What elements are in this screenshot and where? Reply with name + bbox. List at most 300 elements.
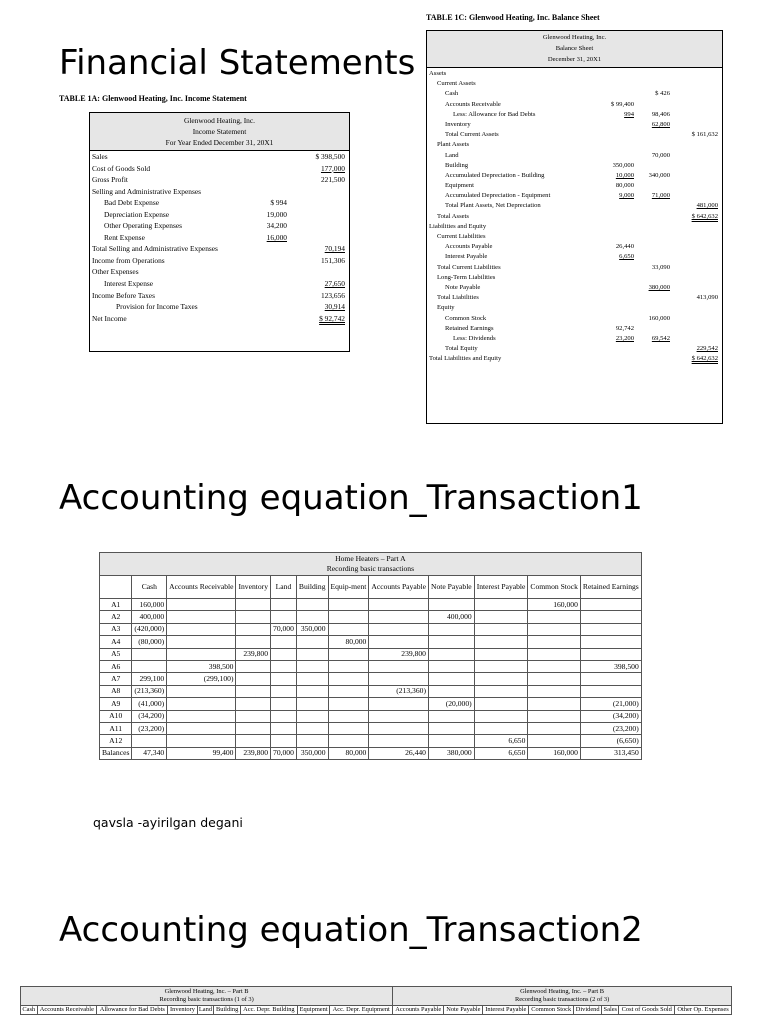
transaction1-cell	[296, 698, 328, 710]
income-statement-row	[90, 313, 349, 325]
transaction1-cell	[528, 648, 580, 660]
transaction1-row-id: Balances	[100, 747, 132, 759]
transaction1-cell: 239,800	[236, 648, 271, 660]
transaction1-row-id: A3	[100, 623, 132, 635]
transaction1-cell: (213,360)	[369, 685, 429, 697]
income-statement-row-value-b: 123,656	[320, 290, 345, 300]
balance-sheet-row	[427, 191, 722, 201]
transaction1-row	[100, 698, 642, 710]
transaction2-column-header: Inventory	[168, 1006, 197, 1015]
income-statement-row-label: Depreciation Expense	[104, 209, 170, 219]
income-statement-row-value-b: 30,914	[324, 302, 345, 312]
transaction2-column-header: Common Stock	[529, 1006, 574, 1015]
transaction1-cell	[474, 623, 528, 635]
transaction1-cell	[236, 673, 271, 685]
transaction1-cell	[580, 648, 641, 660]
transaction1-cell	[328, 710, 369, 722]
balance-sheet-row	[427, 252, 722, 262]
transaction1-cell	[474, 685, 528, 697]
balance-sheet-row-label: Accounts Payable	[445, 243, 493, 251]
balance-sheet-row-value-b: 69,542	[651, 334, 670, 342]
transaction1-row	[100, 623, 642, 635]
transaction1-cell	[474, 673, 528, 685]
balance-sheet-row	[427, 79, 722, 89]
balance-sheet-row-label: Total Assets	[437, 212, 469, 220]
balance-sheet-row-value-a: 26,440	[615, 243, 634, 251]
transaction1-row	[100, 685, 642, 697]
balance-sheet-date: December 31, 20X1	[547, 56, 602, 63]
transaction1-column-header: Inventory	[236, 576, 271, 599]
transaction1-cell	[328, 698, 369, 710]
transaction1-cell	[296, 636, 328, 648]
transaction1-cell	[132, 735, 167, 747]
balance-sheet-row-label: Building	[445, 161, 469, 169]
balance-sheet-row-value-b: 70,000	[651, 151, 670, 159]
transaction2-column-header: Dividend	[574, 1006, 602, 1015]
transaction1-row-id: A6	[100, 660, 132, 672]
transaction2-column-headers	[21, 1006, 732, 1015]
transaction2-left-title	[21, 987, 393, 1006]
transaction1-column-header: Cash	[132, 576, 167, 599]
income-statement-row-label: Gross Profit	[92, 175, 128, 185]
transaction1-cell: (299,100)	[167, 673, 236, 685]
balance-sheet-row-label: Less: Dividends	[453, 334, 496, 342]
income-statement-row	[90, 278, 349, 290]
income-statement-row	[90, 266, 349, 278]
balance-sheet-row	[427, 69, 722, 79]
transaction1-cell	[328, 611, 369, 623]
balance-sheet-row	[427, 171, 722, 181]
balance-sheet-row	[427, 151, 722, 161]
income-statement-row-label: Other Operating Expenses	[104, 221, 182, 231]
balance-sheet-row-value-a: 80,000	[615, 182, 634, 190]
income-statement-row-label: Total Selling and Administrative Expenses	[92, 244, 218, 254]
transaction1-cell: 26,440	[369, 747, 429, 759]
transaction1-cell	[328, 722, 369, 734]
transaction1-row-id: A4	[100, 636, 132, 648]
income-statement-row-label: Rent Expense	[104, 232, 145, 242]
transaction1-cell	[132, 648, 167, 660]
transaction1-cell	[474, 722, 528, 734]
transaction1-row	[100, 636, 642, 648]
transaction1-column-header: Land	[271, 576, 297, 599]
heading-transaction1: Accounting equation_Transaction1	[59, 478, 643, 518]
transaction1-cell	[369, 673, 429, 685]
transaction1-row	[100, 660, 642, 672]
transaction2-column-header: Note Payable	[444, 1006, 483, 1015]
balance-sheet-row-value-b: $ 426	[655, 90, 670, 98]
transaction1-cell	[528, 636, 580, 648]
income-statement-row	[90, 163, 349, 175]
balance-sheet-row-value-c: $ 642,632	[691, 355, 718, 363]
balance-sheet-row-value-b: 98,406	[651, 110, 670, 118]
transaction1-cell	[167, 735, 236, 747]
transaction1-row	[100, 710, 642, 722]
transaction1-cell: (41,000)	[132, 698, 167, 710]
transaction1-row-id: A11	[100, 722, 132, 734]
transaction1-cell	[428, 710, 474, 722]
balance-sheet-rows	[427, 68, 722, 364]
income-statement-row-label: Bad Debt Expense	[104, 198, 160, 208]
transaction1-cell: 299,100	[132, 673, 167, 685]
transaction1-cell: 239,800	[369, 648, 429, 660]
transaction2-column-header: Cost of Goods Sold	[619, 1006, 675, 1015]
transaction2-column-header: Acc. Depr. Equipment	[330, 1006, 393, 1015]
transaction1-cell: (6,650)	[580, 735, 641, 747]
balance-sheet-row-label: Total Equity	[445, 345, 478, 353]
transaction2-column-header: Sales	[603, 1006, 618, 1013]
balance-sheet-row-label: Current Liabilities	[437, 233, 486, 240]
transaction1-cell: 6,650	[474, 747, 528, 759]
transaction1-cell	[474, 698, 528, 710]
balance-sheet-row-value-b: 71,000	[651, 192, 670, 200]
balance-sheet-row-label: Equipment	[445, 182, 474, 190]
balance-sheet-row-value-a: 994	[624, 110, 634, 118]
transaction2-column-header: Accounts Payable	[393, 1006, 444, 1015]
transaction1-cell: 47,340	[132, 747, 167, 759]
transaction2-column-header: Land	[198, 1006, 213, 1013]
transaction1-row-id: A8	[100, 685, 132, 697]
transaction1-row-id: A7	[100, 673, 132, 685]
transaction1-cell	[271, 673, 297, 685]
transaction1-cell	[271, 660, 297, 672]
balance-sheet-row-label: Plant Assets	[437, 141, 470, 149]
transaction1-cell	[328, 735, 369, 747]
transaction2-column-header: Building	[214, 1006, 241, 1015]
transaction1-cell	[428, 623, 474, 635]
transaction1-cell: 350,000	[296, 747, 328, 759]
income-statement-row-value-b: $ 398,500	[315, 152, 345, 161]
transaction2-left-title-line1: Glenwood Heating, Inc. – Part B	[164, 988, 249, 995]
transaction1-cell: 70,000	[271, 747, 297, 759]
transaction1-row	[100, 648, 642, 660]
balance-sheet-row-label: Total Current Assets	[445, 131, 499, 139]
transaction1-cell	[428, 673, 474, 685]
income-statement-row-label: Selling and Administrative Expenses	[92, 186, 201, 196]
transaction1-cell	[580, 673, 641, 685]
transaction1-cell	[369, 660, 429, 672]
income-statement-row-value-b: 151,306	[320, 255, 345, 265]
income-statement-row-value-a: $ 994	[270, 198, 287, 208]
transaction1-cell	[236, 698, 271, 710]
balance-sheet-row-value-b: 33,090	[651, 263, 670, 271]
transaction1-cell	[528, 685, 580, 697]
transaction1-cell	[271, 722, 297, 734]
income-statement-row-value-b: 70,194	[324, 244, 345, 254]
balance-sheet-row-label: Equity	[437, 304, 455, 312]
transaction1-cell	[580, 623, 641, 635]
transaction2-column-header: Equipment	[297, 1006, 329, 1015]
balance-sheet-row-value-c: 229,542	[696, 345, 718, 353]
income-statement-row-label: Other Expenses	[92, 267, 139, 277]
income-statement-row-label: Income Before Taxes	[92, 290, 155, 300]
balance-sheet-row	[427, 181, 722, 191]
balance-sheet-row-label: Total Current Liabilities	[437, 263, 501, 271]
transaction1-cell	[369, 735, 429, 747]
balance-sheet-row-value-a: $ 99,400	[610, 100, 634, 108]
transaction1-cell	[528, 660, 580, 672]
balance-sheet-row-label: Accumulated Depreciation - Building	[445, 171, 545, 179]
transaction1-cell	[580, 599, 641, 611]
transaction1-cell: 398,500	[167, 660, 236, 672]
transaction1-column-header: Note Payable	[428, 576, 474, 599]
balance-sheet-row-label: Accounts Receivable	[445, 100, 501, 108]
transaction1-column-header: Accounts Payable	[369, 576, 429, 599]
transaction1-cell	[271, 648, 297, 660]
transaction1-cell: 239,800	[236, 747, 271, 759]
income-statement-row	[90, 255, 349, 267]
income-statement-title: Income Statement	[192, 127, 247, 136]
transaction1-cell: 350,000	[296, 623, 328, 635]
transaction1-cell	[328, 623, 369, 635]
income-statement-row-value-b: 221,500	[320, 175, 345, 185]
transaction1-column-header: Equip-ment	[328, 576, 369, 599]
transaction1-cell: 70,000	[271, 623, 297, 635]
transaction1-cell	[528, 698, 580, 710]
transaction1-cell	[428, 722, 474, 734]
transaction1-table	[99, 552, 642, 760]
transaction1-cell: 6,650	[474, 735, 528, 747]
balance-sheet-row	[427, 314, 722, 324]
transaction2-right-title	[393, 987, 732, 1006]
balance-sheet-row	[427, 232, 722, 242]
balance-sheet-row	[427, 273, 722, 283]
balance-sheet-row-label: Inventory	[445, 120, 471, 128]
transaction1-cell	[474, 636, 528, 648]
balance-sheet-row-value-a: 23,200	[615, 334, 634, 342]
income-statement-row-label: Provision for Income Taxes	[116, 302, 198, 312]
transaction1-cell: 99,400	[167, 747, 236, 759]
transaction1-cell	[428, 685, 474, 697]
transaction2-column-header: Cash	[22, 1006, 36, 1013]
income-statement-row-label: Cost of Goods Sold	[92, 163, 151, 173]
transaction1-cell	[271, 685, 297, 697]
transaction1-title-line2: Recording basic transactions	[326, 564, 415, 573]
transaction1-row-id: A12	[100, 735, 132, 747]
transaction1-cell: 398,500	[580, 660, 641, 672]
transaction1-cell	[328, 685, 369, 697]
transaction2-column-header: Other Op. Expenses	[675, 1006, 732, 1015]
balance-sheet-row	[427, 334, 722, 344]
transaction1-cell	[271, 698, 297, 710]
transaction1-cell	[528, 623, 580, 635]
income-statement-row	[90, 232, 349, 244]
balance-sheet-title: Balance Sheet	[555, 45, 594, 52]
transaction1-cell	[296, 611, 328, 623]
balance-sheet-row-value-a: 350,000	[612, 161, 634, 169]
transaction1-cell	[167, 636, 236, 648]
balance-sheet-company: Glenwood Heating, Inc.	[542, 34, 607, 41]
note-text: qavsla -ayirilgan degani	[93, 815, 243, 830]
transaction1-cell	[580, 611, 641, 623]
transaction1-cell: (34,200)	[132, 710, 167, 722]
income-statement-row-value-a: 34,200	[266, 221, 287, 231]
transaction1-cell	[236, 685, 271, 697]
transaction1-cell	[528, 722, 580, 734]
transaction1-cell	[528, 710, 580, 722]
transaction1-cell	[236, 611, 271, 623]
income-statement-row-label: Net Income	[92, 313, 127, 323]
transaction1-cell: 80,000	[328, 636, 369, 648]
transaction1-cell: 313,450	[580, 747, 641, 759]
transaction1-cell	[369, 698, 429, 710]
transaction1-row	[100, 611, 642, 623]
income-statement-rows	[90, 151, 349, 324]
transaction1-row	[100, 747, 642, 759]
transaction1-row-id: A1	[100, 599, 132, 611]
income-statement-row-value-a: 16,000	[266, 232, 287, 242]
transaction2-right-title-line1: Glenwood Heating, Inc. – Part B	[520, 988, 605, 995]
transaction1-cell	[474, 648, 528, 660]
income-statement-header	[90, 113, 349, 151]
transaction1-cell	[428, 660, 474, 672]
balance-sheet-row	[427, 354, 722, 364]
transaction1-cell: (20,000)	[428, 698, 474, 710]
balance-sheet	[426, 30, 723, 424]
income-statement-row-value-b: $ 92,742	[319, 313, 345, 323]
income-statement-row	[90, 301, 349, 313]
transaction2-column-header: Accounts Receivable	[37, 1006, 97, 1015]
transaction2-column-header: Interest Payable	[483, 1006, 529, 1015]
heading-financial-statements: Financial Statements	[59, 43, 416, 83]
balance-sheet-row	[427, 100, 722, 110]
transaction1-cell	[236, 722, 271, 734]
income-statement-row	[90, 220, 349, 232]
income-statement	[89, 112, 350, 352]
transaction1-cell	[167, 623, 236, 635]
balance-sheet-row-label: Common Stock	[445, 314, 487, 322]
transaction1-table-container	[96, 551, 639, 788]
income-statement-row-label: Interest Expense	[104, 279, 154, 289]
transaction1-cell	[296, 673, 328, 685]
transaction1-cell	[296, 722, 328, 734]
balance-sheet-row-label: Cash	[445, 90, 459, 98]
balance-sheet-row-value-c: $ 161,632	[691, 131, 718, 139]
transaction1-cell	[428, 636, 474, 648]
balance-sheet-row-label: Less: Allowance for Bad Debts	[453, 110, 536, 118]
transaction1-cell	[369, 710, 429, 722]
income-statement-row	[90, 290, 349, 302]
balance-sheet-row-label: Assets	[429, 70, 447, 77]
transaction1-cell	[328, 673, 369, 685]
transaction1-cell: (80,000)	[132, 636, 167, 648]
transaction1-cell	[296, 648, 328, 660]
transaction1-title	[100, 553, 642, 576]
transaction1-cell	[474, 611, 528, 623]
transaction1-cell: 160,000	[132, 599, 167, 611]
transaction1-cell	[271, 636, 297, 648]
transaction2-table	[20, 986, 732, 1015]
transaction1-cell	[528, 673, 580, 685]
transaction1-cell	[580, 636, 641, 648]
transaction1-row	[100, 722, 642, 734]
balance-sheet-row-label: Retained Earnings	[445, 324, 494, 332]
balance-sheet-row-value-a: 9,000	[619, 192, 634, 200]
transaction1-cell	[369, 611, 429, 623]
income-statement-company: Glenwood Heating, Inc.	[183, 116, 255, 125]
balance-sheet-row	[427, 130, 722, 140]
transaction1-cell	[271, 599, 297, 611]
balance-sheet-row-value-a: 6,650	[619, 253, 634, 261]
income-statement-row	[90, 243, 349, 255]
transaction1-cell: 80,000	[328, 747, 369, 759]
balance-sheet-row-label: Accumulated Depreciation - Equipment	[445, 192, 551, 200]
balance-sheet-row	[427, 324, 722, 334]
transaction1-cell	[236, 735, 271, 747]
balance-sheet-row-value-a: 10,000	[615, 171, 634, 179]
transaction1-cell	[296, 660, 328, 672]
transaction1-column-header: Building	[296, 576, 328, 599]
transaction1-row-id: A10	[100, 710, 132, 722]
income-statement-caption: TABLE 1A: Glenwood Heating, Inc. Income Statement	[59, 94, 247, 103]
transaction1-cell: 160,000	[528, 747, 580, 759]
transaction1-cell	[369, 722, 429, 734]
balance-sheet-row	[427, 120, 722, 130]
transaction2-right-title-line2: Recording basic transactions (2 of 3)	[514, 996, 610, 1003]
transaction1-cell	[528, 735, 580, 747]
transaction1-cell	[296, 599, 328, 611]
transaction1-column-headers	[100, 576, 642, 599]
income-statement-row	[90, 209, 349, 221]
transaction1-row-id: A5	[100, 648, 132, 660]
transaction1-cell	[167, 611, 236, 623]
transaction1-row-id: A9	[100, 698, 132, 710]
balance-sheet-row	[427, 89, 722, 99]
balance-sheet-row-value-a: 92,742	[615, 324, 634, 332]
transaction2-column-header: Allowance for Bad Debts	[97, 1006, 168, 1015]
balance-sheet-row-value-c: $ 642,632	[691, 212, 718, 220]
income-statement-row	[90, 186, 349, 198]
transaction1-cell: (21,000)	[580, 698, 641, 710]
transaction1-cell	[132, 660, 167, 672]
transaction1-cell	[474, 599, 528, 611]
balance-sheet-row	[427, 140, 722, 150]
income-statement-row	[90, 174, 349, 186]
transaction1-cell: (34,200)	[580, 710, 641, 722]
transaction1-cell	[236, 623, 271, 635]
transaction1-cell	[236, 636, 271, 648]
balance-sheet-row-label: Land	[445, 151, 459, 159]
balance-sheet-row	[427, 303, 722, 313]
balance-sheet-row-label: Liabilities and Equity	[429, 222, 487, 230]
heading-transaction2: Accounting equation_Transaction2	[59, 910, 643, 950]
transaction1-cell	[167, 685, 236, 697]
transaction1-row-id: A2	[100, 611, 132, 623]
transaction1-cell	[236, 710, 271, 722]
transaction1-cell	[428, 735, 474, 747]
transaction1-cell	[474, 660, 528, 672]
transaction1-cell: (213,360)	[132, 685, 167, 697]
balance-sheet-row-label: Total Liabilities and Equity	[429, 355, 502, 363]
transaction1-column-header: Retained Earnings	[580, 576, 641, 599]
balance-sheet-row-value-c: 481,000	[696, 202, 718, 210]
transaction1-cell: 400,000	[428, 611, 474, 623]
income-statement-row	[90, 197, 349, 209]
transaction1-cell: (23,200)	[132, 722, 167, 734]
balance-sheet-row-label: Interest Payable	[445, 253, 488, 261]
balance-sheet-row	[427, 161, 722, 171]
transaction1-cell	[580, 685, 641, 697]
transaction1-cell	[328, 660, 369, 672]
transaction1-cell	[167, 599, 236, 611]
transaction2-left-title-line2: Recording basic transactions (1 of 3)	[159, 996, 254, 1003]
balance-sheet-row	[427, 293, 722, 303]
income-statement-row-label: Sales	[92, 152, 108, 161]
transaction1-cell	[328, 648, 369, 660]
transaction2-column-header: Acc. Depr. Building	[240, 1006, 297, 1015]
balance-sheet-row	[427, 110, 722, 120]
transaction1-row	[100, 735, 642, 747]
